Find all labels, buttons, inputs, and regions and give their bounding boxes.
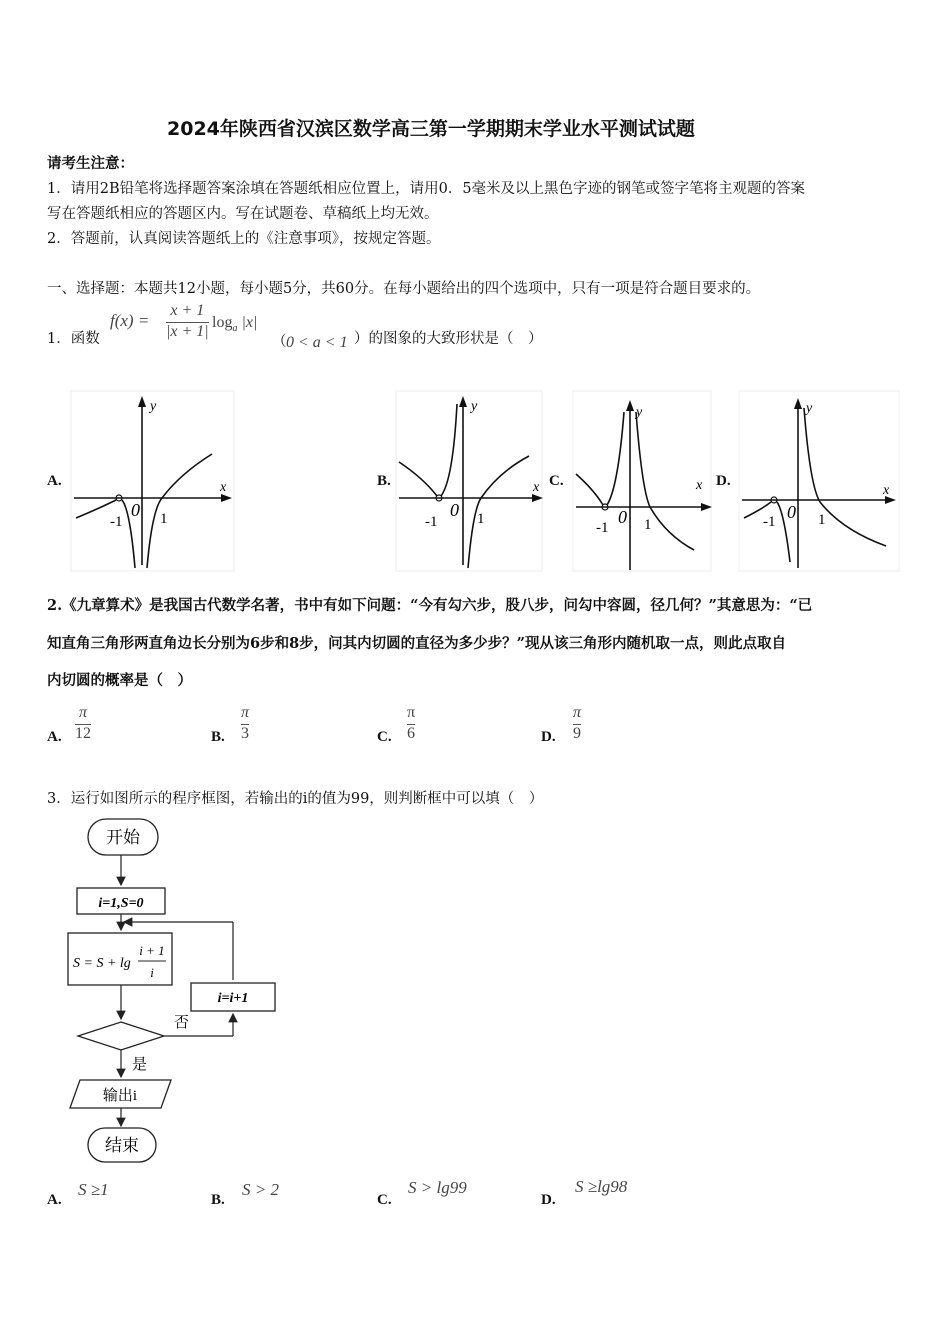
notice-line-2: 写在答题纸相应的答题区内。写在试题卷、草稿纸上均无效。 xyxy=(47,206,439,222)
q3-option-d-expr: S ≥lg98 xyxy=(575,1177,628,1196)
q2-option-d-den: 9 xyxy=(573,724,581,742)
flow-start-label: 开始 xyxy=(106,828,140,847)
q1-suffix: ）的图象的大致形状是（ ） xyxy=(354,331,543,347)
notice-line-3: 2．答题前，认真阅读答题纸上的《注意事项》，按规定答题。 xyxy=(47,231,441,247)
q1-graph-d xyxy=(738,390,900,572)
q2-option-c-num: π xyxy=(407,704,416,721)
q2-option-d-label[interactable]: D. xyxy=(541,729,556,745)
q3-option-b-expr: S > 2 xyxy=(242,1180,279,1199)
neg1-label: -1 xyxy=(596,520,609,536)
notice-line-1: 1．请用2B铅笔将选择题答案涂填在答题纸相应位置上，请用0．5毫米及以上黑色字迹的钢笔或签字笔将主观题的答案 xyxy=(47,181,806,197)
y-label: y xyxy=(806,401,813,416)
q1-option-d-label[interactable]: D. xyxy=(716,473,731,489)
q2-option-b-num: π xyxy=(241,704,250,721)
y-label: y xyxy=(636,405,643,420)
flow-incr-label: i=i+1 xyxy=(217,991,249,1006)
q1-log-text: log xyxy=(212,314,233,331)
q2-line-3: 内切圆的概率是（ ） xyxy=(47,672,192,689)
q2-option-c-den: 6 xyxy=(407,724,416,742)
y-label: y xyxy=(471,399,478,414)
x-label: x xyxy=(533,480,540,495)
y-label: y xyxy=(150,399,157,414)
flow-init-label: i=1,S=0 xyxy=(98,896,144,911)
q2-option-b-fraction xyxy=(241,705,249,743)
flow-assign-num: i + 1 xyxy=(139,943,165,958)
q3-option-c-expr: S > lg99 xyxy=(408,1178,467,1197)
section-heading: 一、选择题：本题共12小题，每小题5分，共60分。在每小题给出的四个选项中，只有一项是符合题目要求的。 xyxy=(47,281,761,297)
neg1-label: -1 xyxy=(763,514,776,530)
q1-log xyxy=(212,314,257,334)
flow-assign-left: S = S + lg xyxy=(73,956,131,971)
flow-output-label: 输出i xyxy=(102,1088,138,1104)
q2-option-a-fraction xyxy=(75,705,91,743)
flow-end-label: 结束 xyxy=(105,1136,139,1155)
flow-assign-den: i xyxy=(150,965,154,980)
q2-option-c-fraction xyxy=(407,705,415,743)
q1-option-c-label[interactable]: C. xyxy=(549,473,564,489)
one-label: 1 xyxy=(160,511,168,527)
one-label: 1 xyxy=(644,517,652,533)
origin-label: 0 xyxy=(131,500,140,520)
x-label: x xyxy=(220,480,227,495)
flow-decision xyxy=(78,1022,164,1050)
q3-text: 3．运行如图所示的程序框图，若输出的i的值为99，则判断框中可以填（ ） xyxy=(47,791,544,807)
q1-option-b-label[interactable]: B. xyxy=(377,473,391,489)
q3-option-d-label[interactable]: D. xyxy=(541,1192,556,1208)
q1-prefix: 1．函数 xyxy=(47,331,100,347)
q3-flowchart xyxy=(60,815,290,1170)
notice-heading: 请考生注意： xyxy=(47,155,134,172)
x-label: x xyxy=(696,478,703,493)
q1-fx: f(x) = xyxy=(110,311,150,330)
one-label: 1 xyxy=(477,511,485,527)
q2-option-c-label[interactable]: C. xyxy=(377,729,392,745)
q3-option-c-label[interactable]: C. xyxy=(377,1192,392,1208)
origin-label: 0 xyxy=(618,507,627,527)
q2-option-b-den: 3 xyxy=(241,724,249,742)
q3-option-a-expr: S ≥1 xyxy=(78,1180,109,1199)
q2-option-a-den: 12 xyxy=(75,724,91,742)
q1-condition: 0 < a < 1 xyxy=(286,334,348,351)
origin-label: 0 xyxy=(787,502,796,522)
neg1-label: -1 xyxy=(425,514,438,530)
q2-option-d-fraction xyxy=(573,705,581,743)
q2-option-b-label[interactable]: B. xyxy=(211,729,225,745)
q3-option-a-label[interactable]: A. xyxy=(47,1192,62,1208)
q1-log-base: a xyxy=(232,323,238,335)
q2-option-a-num: π xyxy=(78,704,87,721)
q2-option-d-num: π xyxy=(573,704,582,721)
q1-option-a-label[interactable]: A. xyxy=(47,473,62,489)
q2-line-2: 知直角三角形两直角边长分别为6步和8步，问其内切圆的直径为多少步？”现从该三角形内随机取一点，则此点取自 xyxy=(47,635,787,652)
x-label: x xyxy=(883,483,890,498)
q1-graph-a xyxy=(70,390,235,572)
q1-graph-c xyxy=(572,390,712,572)
flow-yes-label: 是 xyxy=(132,1057,148,1073)
page-title: 2024年陕西省汉滨区数学高三第一学期期末学业水平测试试题 xyxy=(167,118,695,140)
origin-label: 0 xyxy=(450,500,459,520)
neg1-label: -1 xyxy=(110,514,123,530)
q1-denominator: |x + 1| xyxy=(166,322,209,340)
q2-option-a-label[interactable]: A. xyxy=(47,729,62,745)
one-label: 1 xyxy=(818,512,826,528)
q1-paren-open: （ xyxy=(272,334,287,350)
flow-no-label: 否 xyxy=(174,1015,190,1031)
q1-numerator: x + 1 xyxy=(170,302,205,319)
q1-graph-b xyxy=(395,390,543,572)
q1-fraction xyxy=(166,303,209,341)
q2-line-1: 2.《九章算术》是我国古代数学名著，书中有如下问题：“今有勾六步，股八步，问勾中容圆，径几何？”其意思为：“已 xyxy=(47,597,813,614)
q1-log-arg: |x| xyxy=(241,314,258,331)
q3-option-b-label[interactable]: B. xyxy=(211,1192,225,1208)
